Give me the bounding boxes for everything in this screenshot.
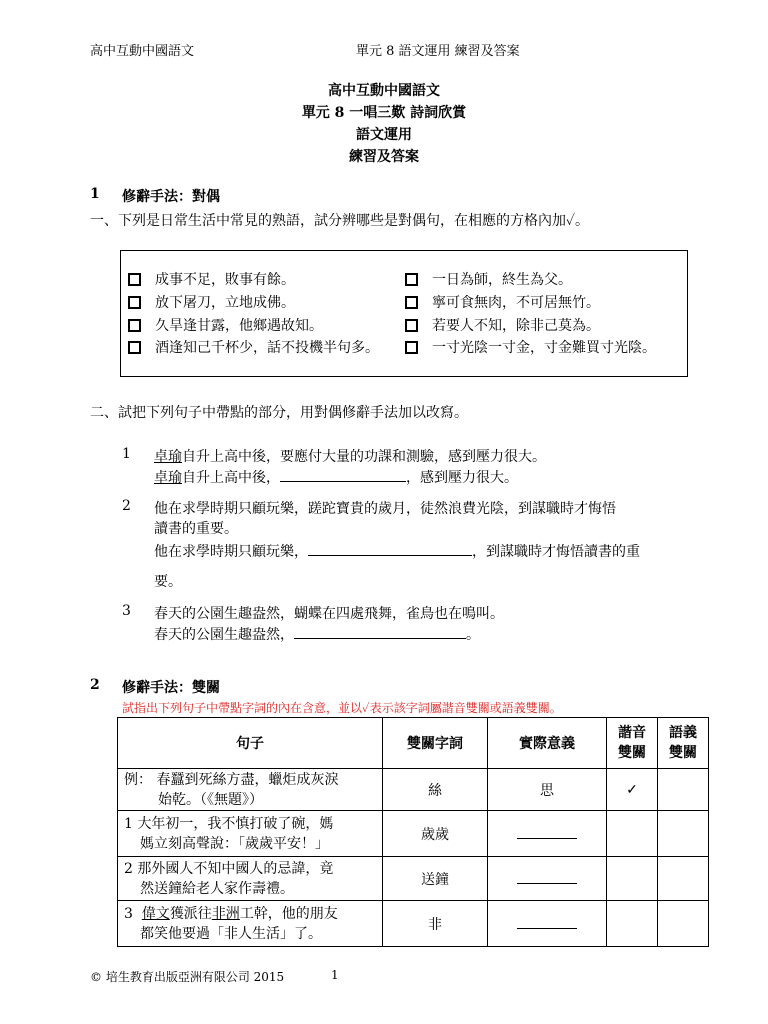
footer-copyright: © 培生教育出版亞洲有限公司 2015 — [90, 970, 285, 984]
meaning-cell[interactable] — [488, 811, 607, 857]
checkbox-icon[interactable] — [405, 273, 418, 286]
meaning-cell: 思 — [488, 769, 607, 811]
table-row — [118, 811, 709, 857]
checkbox-icon[interactable] — [128, 296, 141, 309]
col-header-word: 雙關字詞 — [383, 718, 488, 769]
option-left-2[interactable] — [128, 292, 295, 312]
q3-line2 — [154, 624, 480, 644]
title-line-1: 高中互動中國語文 — [328, 83, 440, 99]
q1-number: 1 — [122, 446, 131, 462]
title-line-3: 語文運用 — [356, 127, 412, 143]
sentence-line: 始乾。（《無題》） — [158, 791, 263, 808]
q1-answer-blank[interactable] — [280, 467, 406, 482]
section1-part1-instruction: 一、下列是日常生活中常見的熟語，試分辨哪些是對偶句，在相應的方格內加✓。 — [90, 213, 590, 229]
q2-answer-blank[interactable] — [308, 541, 472, 556]
option-right-1[interactable] — [405, 269, 572, 289]
col-header-semantic — [658, 718, 709, 769]
col-header-sentence: 句子 — [118, 718, 383, 769]
table-header-row — [118, 718, 709, 769]
col-header-semantic-text: 語義雙關 — [669, 725, 697, 761]
option-left-3[interactable] — [128, 315, 323, 335]
homophone-cell[interactable] — [607, 901, 658, 947]
meaning-cell[interactable] — [488, 901, 607, 947]
option-text: 寧可食無肉，不可居無竹。 — [432, 295, 600, 311]
q3-line2-a: 春天的公園生趣盎然， — [154, 627, 294, 643]
checkbox-icon[interactable] — [405, 319, 418, 332]
q2-line3-a: 他在求學時期只顧玩樂， — [154, 544, 308, 560]
section2-instruction: 試指出下列句子中帶點字詞的內在含意，並以✓表示該字詞屬諧音雙關或語義雙關。 — [122, 701, 562, 715]
sentence-line: 1 大年初一，我不慎打破了碗，媽 — [124, 815, 334, 832]
section1-part2-instruction: 二、試把下列句子中帶點的部分，用對偶修辭手法加以改寫。 — [90, 405, 468, 421]
sentence-cell — [118, 769, 383, 811]
option-text: 放下屠刀，立地成佛。 — [155, 295, 295, 311]
sentence-line: 然送鐘給老人家作壽禮。 — [140, 880, 294, 897]
q3-answer-blank[interactable] — [294, 624, 466, 639]
section1-heading: 修辭手法：對偶 — [122, 189, 220, 205]
q1-line2-a: 自升上高中後， — [182, 470, 280, 486]
sentence-line: 都笑他要過「非人生活」了。 — [140, 925, 322, 942]
q2-line3-b: ，到謀職時才悔悟讀書的重 — [472, 544, 640, 560]
section1-number: 1 — [90, 186, 100, 202]
option-right-2[interactable] — [405, 292, 600, 312]
meaning-blank[interactable] — [517, 824, 577, 839]
word-cell: 非 — [383, 901, 488, 947]
header-left: 高中互動中國語文 — [90, 44, 195, 59]
homophone-cell[interactable]: ✓ — [607, 769, 658, 811]
option-text: 酒逢知己千杯少，話不投機半句多。 — [155, 340, 379, 356]
sentence-line — [124, 904, 376, 924]
q1-line2 — [154, 467, 518, 487]
q2-line4: 要。 — [154, 574, 182, 590]
q1-name: 卓瑜 — [154, 449, 182, 465]
sentence-line: 例： 春蠶到死絲方盡，蠟炬成灰淚 — [124, 771, 339, 788]
option-left-4[interactable] — [128, 337, 379, 357]
option-right-3[interactable] — [405, 315, 600, 335]
checkbox-icon[interactable] — [405, 341, 418, 354]
checkbox-icon[interactable] — [128, 273, 141, 286]
checkbox-icon[interactable] — [405, 296, 418, 309]
semantic-cell[interactable] — [658, 769, 709, 811]
person-name: 偉文 — [141, 905, 170, 922]
word-cell: 歲歲 — [383, 811, 488, 857]
homophone-cell[interactable] — [607, 811, 658, 857]
semantic-cell[interactable] — [658, 811, 709, 857]
q1-line1-rest: 自升上高中後，要應付大量的功課和測驗，感到壓力很大。 — [182, 449, 546, 465]
option-text: 一日為師，終生為父。 — [432, 272, 572, 288]
sentence-line: 媽立刻高聲說：「歲歲平安！」 — [140, 835, 329, 852]
homophone-cell[interactable] — [607, 857, 658, 901]
footer-page-number: 1 — [331, 968, 339, 982]
sentence-line: 2 那外國人不知中國人的忌諱，竟 — [124, 860, 334, 877]
q1-line2-b: ，感到壓力很大。 — [406, 470, 518, 486]
sentence-part: 工幹，他的朋友 — [239, 905, 338, 922]
option-left-1[interactable] — [128, 269, 295, 289]
sentence-cell — [118, 857, 383, 901]
option-text: 久旱逢甘露，他鄉遇故知。 — [155, 318, 323, 334]
word-cell: 送鐘 — [383, 857, 488, 901]
word-cell: 絲 — [383, 769, 488, 811]
sentence-cell — [118, 811, 383, 857]
meaning-cell[interactable] — [488, 857, 607, 901]
col-header-meaning: 實際意義 — [488, 718, 607, 769]
checkbox-icon[interactable] — [128, 319, 141, 332]
option-right-4[interactable] — [405, 337, 656, 357]
meaning-blank[interactable] — [517, 869, 577, 884]
q1-line1 — [154, 446, 546, 466]
section2-heading: 修辭手法：雙關 — [122, 680, 220, 696]
option-text: 成事不足，敗事有餘。 — [155, 272, 295, 288]
q2-line2: 讀書的重要。 — [154, 521, 238, 537]
q2-line3 — [154, 541, 640, 561]
sentence-cell — [118, 901, 383, 947]
title-line-2: 單元 8 一唱三歎 詩詞欣賞 — [301, 105, 467, 121]
q2-line1: 他在求學時期只顧玩樂，蹉跎寶貴的歲月，徒然浪費光陰，到謀職時才悔悟 — [154, 501, 616, 517]
q3-line2-b: 。 — [466, 627, 480, 643]
meaning-blank[interactable] — [517, 914, 577, 929]
header-right: 單元 8 語文運用 練習及答案 — [356, 44, 520, 59]
col-header-homophone — [607, 718, 658, 769]
place-name: 非洲 — [211, 905, 240, 922]
sentence-part: 3 — [124, 905, 142, 922]
semantic-cell[interactable] — [658, 901, 709, 947]
sentence-part: 獲派往 — [169, 905, 212, 922]
section2-number: 2 — [90, 677, 100, 693]
checkbox-icon[interactable] — [128, 341, 141, 354]
table-row — [118, 769, 709, 811]
q3-line1: 春天的公園生趣盎然，蝴蝶在四處飛舞，雀鳥也在鳴叫。 — [154, 606, 504, 622]
table-row — [118, 901, 709, 947]
option-text: 一寸光陰一寸金，寸金難買寸光陰。 — [432, 340, 656, 356]
q3-number: 3 — [122, 603, 131, 619]
col-header-homophone-text: 諧音雙關 — [618, 725, 646, 761]
pun-table — [117, 717, 709, 947]
table-row — [118, 857, 709, 901]
q1-name-2: 卓瑜 — [154, 470, 182, 486]
q2-number: 2 — [122, 498, 131, 514]
semantic-cell[interactable] — [658, 857, 709, 901]
title-line-4: 練習及答案 — [349, 149, 419, 165]
option-text: 若要人不知，除非己莫為。 — [432, 318, 600, 334]
